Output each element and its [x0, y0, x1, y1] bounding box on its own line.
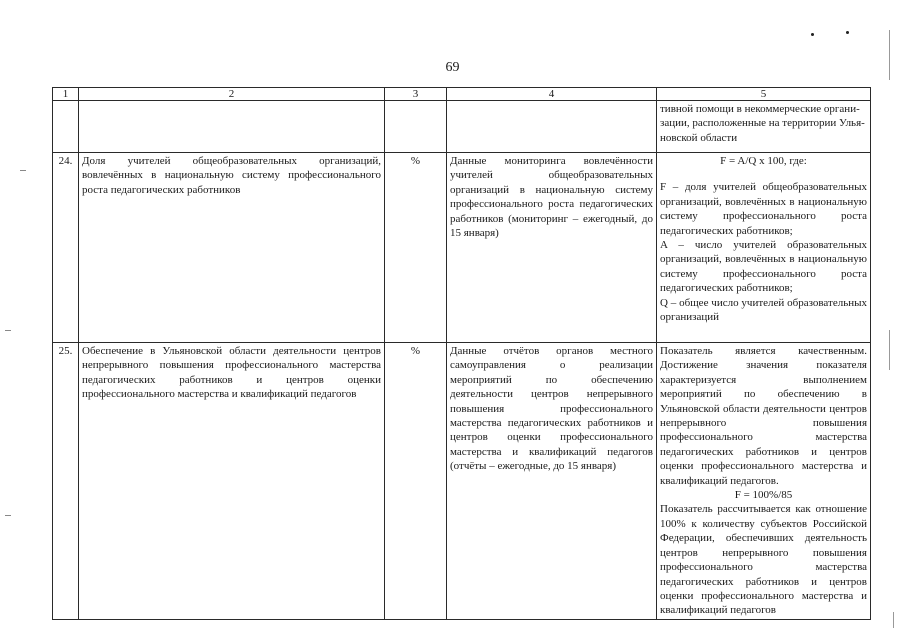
scan-edge-mark [889, 30, 890, 80]
unit-cell: % [385, 153, 447, 343]
method-line: F – доля учителей общеобразовательных организаций, вовлечённых в национальную систему профессионального роста педагогических работников; [660, 181, 867, 237]
row-number [53, 101, 79, 153]
row-number: 24. [53, 153, 79, 343]
scan-speck [846, 31, 849, 34]
method-line: тивной помощи в некоммерческие органи- [660, 103, 860, 115]
table-row [53, 153, 871, 343]
method-text: Показатель является качественным. Достижение значения показателя характеризуется выполнением мероприятий по обеспечению в Ульяновской области деятельности центров непрерывного повышения профессионального мастерства педагогических работников и центров оценки профессионального мастерства и квалификаций педагогов. [660, 345, 867, 487]
unit-cell: % [385, 343, 447, 620]
indicator-name: Обеспечение в Ульяновской области деятельности центров непрерывного повышения профессионального мастерства педагогических работников и центров оценки профессионального мастерства и квалификаций педагогов [79, 343, 385, 620]
scan-edge-mark [5, 330, 11, 331]
method-cell [657, 153, 871, 343]
indicator-table [52, 87, 871, 620]
method-line: Q – общее число учителей образовательных организаций [660, 296, 867, 324]
column-header: 2 [79, 88, 385, 101]
scan-edge-mark [889, 330, 890, 370]
method-line: зации, расположенные на территории Улья- [660, 117, 865, 130]
source-cell: Данные мониторинга вовлечённости учителей общеобразовательных организаций в национальную систему профессионального роста педагогических работников (мониторинг – ежегодный, до 15 января) [447, 153, 657, 343]
indicator-name: Доля учителей общеобразовательных организаций, вовлечённых в национальную систему профессионального роста педагогических работников [79, 153, 385, 343]
method-line: A – число учителей образовательных организаций, вовлечённых в национальную систему профессионального роста педагогических работников; [660, 239, 867, 295]
indicator-name [79, 101, 385, 153]
table-row [53, 101, 871, 153]
table-header-row [53, 88, 871, 101]
column-header: 4 [447, 88, 657, 101]
table-row [53, 343, 871, 620]
scan-edge-mark [5, 515, 11, 516]
spacer [660, 168, 867, 180]
formula: F = 100%/85 [734, 489, 793, 502]
method-cell [657, 343, 871, 620]
page-number: 69 [445, 60, 460, 75]
method-text: Показатель рассчитывается как отношение 100% к количеству субъектов Российской Федерации, обеспечивших деятельность центров непрерывного повышения профессионального мастерства педагогических работников и центров оценки профессионального мастерства и квалификаций педагогов [660, 503, 867, 617]
unit-cell [385, 101, 447, 153]
source-cell [447, 101, 657, 153]
column-header: 3 [385, 88, 447, 101]
column-header: 5 [657, 88, 871, 101]
method-cell [657, 101, 871, 153]
formula: F = A/Q x 100, где: [720, 155, 807, 167]
source-cell: Данные отчётов органов местного самоуправления о реализации мероприятий по обеспечению деятельности центров непрерывного повышения профессионального мастерства педагогических работников и центров оценки профессионального мастерства и квалификаций педагогов (отчёты – ежегодные, до 15 января) [447, 343, 657, 620]
scan-edge-mark [893, 612, 894, 628]
method-line: новской области [660, 131, 738, 144]
scan-speck [811, 33, 814, 36]
column-header: 1 [53, 88, 79, 101]
row-number: 25. [53, 343, 79, 620]
scan-edge-mark [20, 170, 26, 171]
